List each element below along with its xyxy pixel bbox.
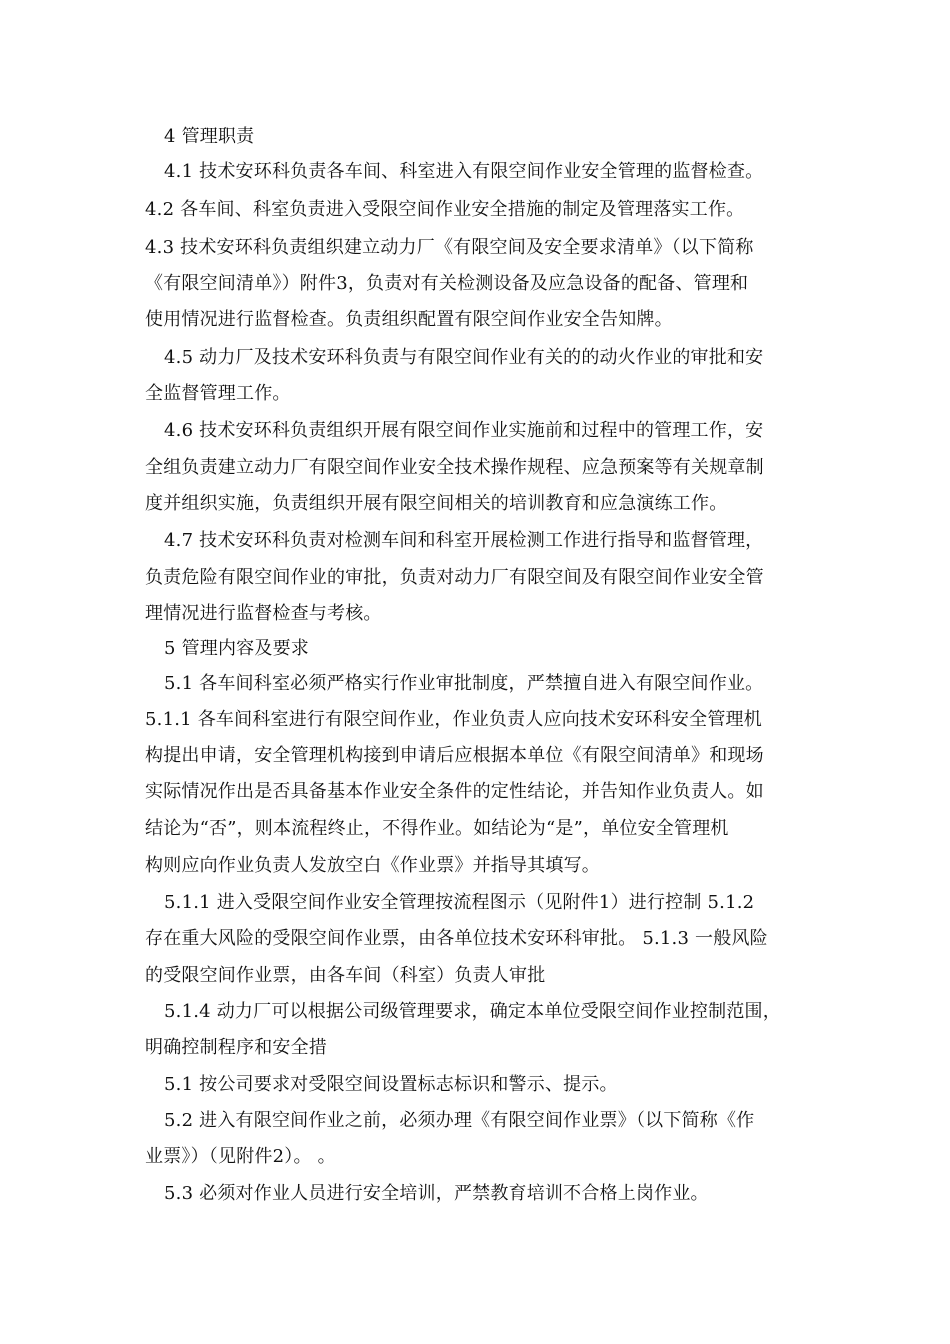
section-heading-4: 4 管理职责 [164,126,255,147]
paragraph-line: 5.2 进入有限空间作业之前，必须办理《有限空间作业票》（以下简称《作 [164,1110,755,1131]
paragraph-line: 5.3 必须对作业人员进行安全培训，严禁教育培训不合格上岗作业。 [164,1183,709,1204]
paragraph-line: 度并组织实施，负责组织开展有限空间相关的培训教育和应急演练工作。 [145,493,728,514]
paragraph-line: 的受限空间作业票，由各车间（科室）负责人审批 [145,965,546,986]
paragraph-line: 构则应向作业负责人发放空白《作业票》并指导其填写。 [145,855,600,876]
paragraph-line: 结论为“否”，则本流程终止，不得作业。如结论为“是”，单位安全管理机 [145,818,729,839]
paragraph-line: 4.1 技术安环科负责各车间、科室进入有限空间作业安全管理的监督检查。 [164,161,764,182]
paragraph-line: 5.1.1 进入受限空间作业安全管理按流程图示（见附件1）进行控制 5.1.2 [164,892,755,913]
paragraph-line: 《有限空间清单》）附件3，负责对有关检测设备及应急设备的配备、管理和 [145,273,749,294]
paragraph-line: 理情况进行监督检查与考核。 [145,603,382,624]
paragraph-line: 负责危险有限空间作业的审批，负责对动力厂有限空间及有限空间作业安全管 [145,567,764,588]
paragraph-line: 4.2 各车间、科室负责进入受限空间作业安全措施的制定及管理落实工作。 [145,199,745,220]
paragraph-line: 业票》）（见附件2）。 。 [145,1146,336,1167]
paragraph-line: 全监督管理工作。 [145,383,291,404]
paragraph-line: 全组负责建立动力厂有限空间作业安全技术操作规程、应急预案等有关规章制 [145,457,764,478]
paragraph-line: 构提出申请，安全管理机构接到申请后应根据本单位《有限空间清单》和现场 [145,745,764,766]
paragraph-line: 实际情况作出是否具备基本作业安全条件的定性结论，并告知作业负责人。如 [145,781,764,802]
paragraph-line: 4.5 动力厂及技术安环科负责与有限空间作业有关的的动火作业的审批和安 [164,347,764,368]
paragraph-line: 4.7 技术安环科负责对检测车间和科室开展检测工作进行指导和监督管理， [164,530,764,551]
paragraph-line: 5.1.1 各车间科室进行有限空间作业，作业负责人应向技术安环科安全管理机 [145,709,762,730]
paragraph-line: 5.1 各车间科室必须严格实行作业审批制度，严禁擅自进入有限空间作业。 [164,673,764,694]
paragraph-line: 5.1 按公司要求对受限空间设置标志标识和警示、提示。 [164,1074,618,1095]
paragraph-line: 使用情况进行监督检查。负责组织配置有限空间作业安全告知牌。 [145,309,673,330]
paragraph-line: 存在重大风险的受限空间作业票，由各单位技术安环科审批。 5.1.3 一般风险 [145,928,768,949]
paragraph-line: 5.1.4 动力厂可以根据公司级管理要求，确定本单位受限空间作业控制范围， [164,1001,781,1022]
section-heading-5: 5 管理内容及要求 [164,638,309,659]
paragraph-line: 4.3 技术安环科负责组织建立动力厂《有限空间及安全要求清单》（以下简称 [145,237,754,258]
paragraph-line: 4.6 技术安环科负责组织开展有限空间作业实施前和过程中的管理工作，安 [164,420,764,441]
paragraph-line: 明确控制程序和安全措 [145,1037,327,1058]
